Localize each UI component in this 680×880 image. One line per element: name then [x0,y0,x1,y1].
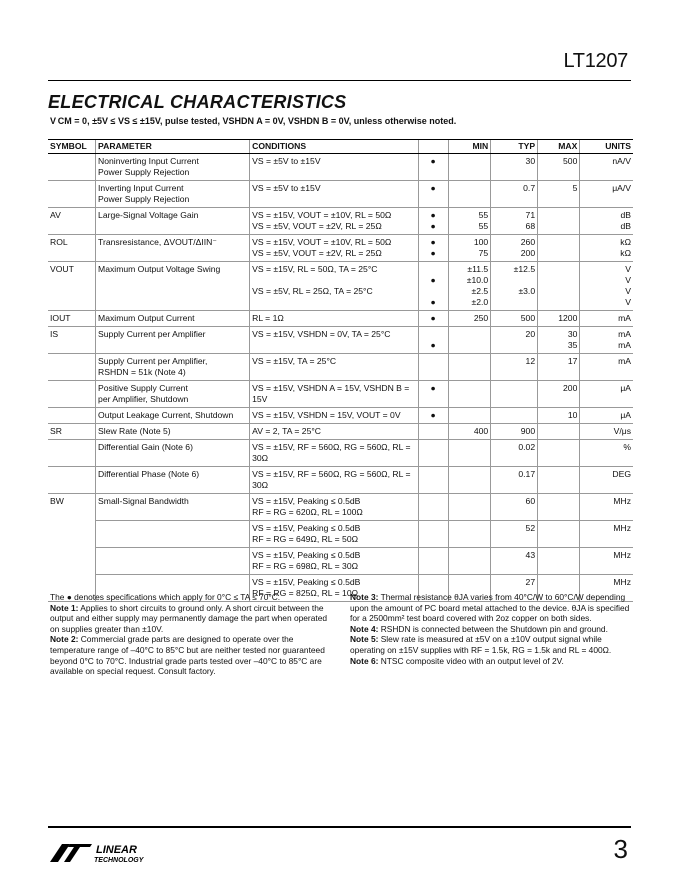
cell-dot: ● [418,408,448,424]
cell-typ: 71 68 [491,208,538,235]
cell-units: mA [580,354,633,381]
cell-symbol: SR [48,424,96,440]
cell-units: dB dB [580,208,633,235]
notes-left-column [50,592,335,677]
cell-max [538,208,580,235]
cell-dot: ● ● [418,235,448,262]
table-row [48,548,633,575]
cell-typ: 27 [491,575,538,602]
cell-min: 250 [448,311,491,327]
cell-conditions: VS = ±5V to ±15V [250,154,419,181]
cell-min [448,440,491,467]
cell-parameter: Positive Supply Current per Amplifier, Shutdown [96,381,250,408]
linear-technology-logo-icon [48,838,148,866]
note-3-label: Note 3: [350,592,379,602]
cell-parameter: Noninverting Input Current Power Supply Rejection [96,154,250,181]
cell-symbol [48,181,96,208]
cell-dot: ● ● [418,208,448,235]
notes-right-column [350,592,632,666]
cell-dot [418,440,448,467]
col-header-conditions: CONDITIONS [250,140,419,154]
cell-units: μA [580,381,633,408]
note-2-text: Commercial grade parts are designed to operate over the temperature range of –40°C to 85°C but are neither tested nor guaranteed beyond 0°C to 70°C. Industrial grade parts tested over –40°C to 85°C are available on special request. Consult factory. [50,634,325,677]
cell-dot: ● [418,381,448,408]
cell-max [538,494,580,521]
cell-typ: 900 [491,424,538,440]
note-2-label: Note 2: [50,634,79,645]
cell-typ: 60 [491,494,538,521]
cell-min [448,181,491,208]
cell-max [538,521,580,548]
cell-max: 30 35 [538,327,580,354]
col-header-max: MAX [538,140,580,154]
cell-max [538,424,580,440]
cell-min [448,154,491,181]
cell-parameter: Large-Signal Voltage Gain [96,208,250,235]
cell-typ: 30 [491,154,538,181]
note-4 [350,624,632,635]
cell-units: DEG [580,467,633,494]
col-header-min: MIN [448,140,491,154]
cell-typ: 0.17 [491,467,538,494]
cell-conditions: VS = ±15V, VOUT = ±10V, RL = 50Ω VS = ±5V, VOUT = ±2V, RL = 25Ω [250,235,419,262]
cell-max [538,235,580,262]
cell-units: % [580,440,633,467]
cell-units: MHz [580,548,633,575]
cell-units: V/μs [580,424,633,440]
cell-min [448,548,491,575]
cell-conditions: VS = ±15V, Peaking ≤ 0.5dB RF = RG = 698Ω, RL = 30Ω [250,548,419,575]
table-row [48,181,633,208]
cell-parameter: Maximum Output Current [96,311,250,327]
cell-typ: ±12.5 ±3.0 [491,262,538,311]
svg-text:LINEAR: LINEAR [96,844,137,856]
cell-symbol: BW [50,496,64,506]
note-5 [350,634,632,655]
cell-typ [491,408,538,424]
cell-conditions: VS = ±15V, VSHDN = 0V, TA = 25°C [250,327,419,354]
cell-conditions: VS = ±15V, TA = 25°C [250,354,419,381]
cell-units: MHz [580,521,633,548]
table-header-row [48,140,633,154]
cell-symbol [48,548,96,575]
table-row [48,154,633,181]
cell-dot: ● [418,327,448,354]
cell-conditions: VS = ±15V, RL = 50Ω, TA = 25°C VS = ±5V, RL = 25Ω, TA = 25°C [250,262,419,311]
cell-symbol: VOUT [48,262,96,311]
cell-max: 500 [538,154,580,181]
svg-text:TECHNOLOGY: TECHNOLOGY [94,857,144,864]
cell-units: MHz [580,494,633,521]
cell-parameter: Slew Rate (Note 5) [96,424,250,440]
table-row [48,494,633,521]
note-4-label: Note 4: [350,623,379,634]
note-5-text: Slew rate is measured at ±5V on a ±10V output signal while operating on ±15V supplies with RF = 1.5k, RG = 1.5k and RL = 400Ω. [350,634,612,655]
note-1-label: Note 1: [50,602,79,613]
cell-min: 400 [448,424,491,440]
electrical-characteristics-table [48,139,633,602]
cell-symbol [48,154,96,181]
cell-parameter: Transresistance, ΔVOUT/ΔIIN⁻ [96,235,250,262]
cell-parameter [96,521,250,548]
dot-note: The ● denotes specifications which apply for 0°C ≤ TA ≤ 70°C. [50,592,281,602]
cell-units: V V V V [580,262,633,311]
note-6-text: NTSC composite video with an output level of 2V. [380,655,564,666]
cell-min [448,521,491,548]
cell-typ: 52 [491,521,538,548]
cell-conditions: VS = ±15V, VSHDN = 15V, VOUT = 0V [250,408,419,424]
table-body [48,154,633,602]
cell-max [538,262,580,311]
cell-typ: 12 [491,354,538,381]
cell-symbol [48,440,96,467]
cell-symbol [48,408,96,424]
cell-symbol: IS [48,327,96,354]
table-row [48,467,633,494]
cell-units: MHz [580,575,633,602]
cell-max [538,548,580,575]
note-2 [50,634,335,676]
cell-symbol: IOUT [48,311,96,327]
note-6 [350,656,632,667]
cell-dot [418,521,448,548]
page-number: 3 [613,834,628,864]
col-header-typ: TYP [491,140,538,154]
cell-typ: 0.7 [491,181,538,208]
cell-conditions: VS = ±5V to ±15V [250,181,419,208]
cell-typ [491,381,538,408]
note-3-text: Thermal resistance θJA varies from 40°C/W to 60°C/W depending upon the amount of PC board metal attached to the device. θJA is specified for a 2500mm² test board covered with 2oz copper on both sides. [350,592,630,624]
cell-max [538,440,580,467]
header-rule [48,80,631,81]
table-row [48,354,633,381]
cell-dot [418,548,448,575]
cell-dot: ● [418,181,448,208]
cell-conditions: VS = ±15V, Peaking ≤ 0.5dB RF = RG = 825Ω, RL = 10Ω [250,575,419,602]
cell-min [448,354,491,381]
cell-min [448,408,491,424]
cell-min [448,467,491,494]
table-row [48,327,633,354]
part-number: LT1207 [563,50,628,72]
cell-symbol: ROL [48,235,96,262]
cell-symbol [48,381,96,408]
note-4-text: RSHDN is connected between the Shutdown pin and ground. [380,623,608,634]
cell-parameter: Small-Signal Bandwidth [96,494,250,521]
cell-parameter: Differential Phase (Note 6) [96,467,250,494]
cell-dot [418,467,448,494]
cell-min: 100 75 [448,235,491,262]
col-header-parameter: PARAMETER [96,140,250,154]
cell-dot [418,424,448,440]
table-row [48,311,633,327]
cell-parameter: Differential Gain (Note 6) [96,440,250,467]
table-row [48,521,633,548]
cell-parameter: Output Leakage Current, Shutdown [96,408,250,424]
footer-rule [48,826,631,828]
cell-units: mA mA [580,327,633,354]
table-row [48,381,633,408]
cell-parameter: Supply Current per Amplifier [96,327,250,354]
note-5-label: Note 5: [350,634,379,645]
table-row [48,208,633,235]
cell-conditions: VS = ±15V, Peaking ≤ 0.5dB RF = RG = 649Ω, RL = 50Ω [250,521,419,548]
cell-symbol [48,521,96,548]
note-1 [50,603,335,635]
table-row [48,424,633,440]
cell-conditions: AV = 2, TA = 25°C [250,424,419,440]
cell-max: 1200 [538,311,580,327]
cell-min: 55 55 [448,208,491,235]
col-header-units: UNITS [580,140,633,154]
cell-max: 200 [538,381,580,408]
cell-conditions: VS = ±15V, RF = 560Ω, RG = 560Ω, RL = 30Ω [250,467,419,494]
cell-max: 17 [538,354,580,381]
section-title: ELECTRICAL CHARACTERISTICS [48,92,347,112]
cell-min: ±11.5 ±10.0 ±2.5 ±2.0 [448,262,491,311]
cell-parameter: Supply Current per Amplifier, RSHDN = 51k (Note 4) [96,354,250,381]
cell-min [448,381,491,408]
cell-min [448,327,491,354]
cell-parameter: Inverting Input Current Power Supply Rejection [96,181,250,208]
cell-typ: 20 [491,327,538,354]
cell-dot: ● [418,311,448,327]
cell-min [448,494,491,521]
cell-conditions: VS = ±15V, RF = 560Ω, RG = 560Ω, RL = 30Ω [250,440,419,467]
cell-parameter: Maximum Output Voltage Swing [96,262,250,311]
cell-max [538,467,580,494]
cell-typ: 500 [491,311,538,327]
cell-dot [418,494,448,521]
cell-dot: ● ● [418,262,448,311]
cell-symbol [48,467,96,494]
col-header-dot [418,140,448,154]
cell-conditions: VS = ±15V, VSHDN A = 15V, VSHDN B = 15V [250,381,419,408]
cell-typ: 260 200 [491,235,538,262]
cell-conditions: RL = 1Ω [250,311,419,327]
cell-conditions: VS = ±15V, VOUT = ±10V, RL = 50Ω VS = ±5V, VOUT = ±2V, RL = 25Ω [250,208,419,235]
table-row [48,408,633,424]
cell-parameter [96,548,250,575]
cell-dot [418,354,448,381]
cell-conditions: VS = ±15V, Peaking ≤ 0.5dB RF = RG = 620Ω, RL = 100Ω [250,494,419,521]
cell-units: μA/V [580,181,633,208]
cell-units: μA [580,408,633,424]
cell-symbol [48,354,96,381]
cell-units: kΩ kΩ [580,235,633,262]
table-row [48,440,633,467]
cell-symbol: AV [48,208,96,235]
table-row [48,262,633,311]
col-header-symbol: SYMBOL [48,140,96,154]
note-6-label: Note 6: [350,655,379,666]
cell-max: 10 [538,408,580,424]
conditions-line: V CM = 0, ±5V ≤ VS ≤ ±15V, pulse tested, VSHDN A = 0V, VSHDN B = 0V, unless otherwise noted. [50,116,457,126]
cell-typ: 43 [491,548,538,575]
cell-typ: 0.02 [491,440,538,467]
cell-units: mA [580,311,633,327]
cell-dot: ● [418,154,448,181]
note-1-text: Applies to short circuits to ground only. A short circuit between the output and either supply may permanently damage the part when operated on supplies greater than ±10V. [50,602,328,634]
cell-units: nA/V [580,154,633,181]
table-row [48,235,633,262]
cell-max: 5 [538,181,580,208]
note-3 [350,592,632,624]
